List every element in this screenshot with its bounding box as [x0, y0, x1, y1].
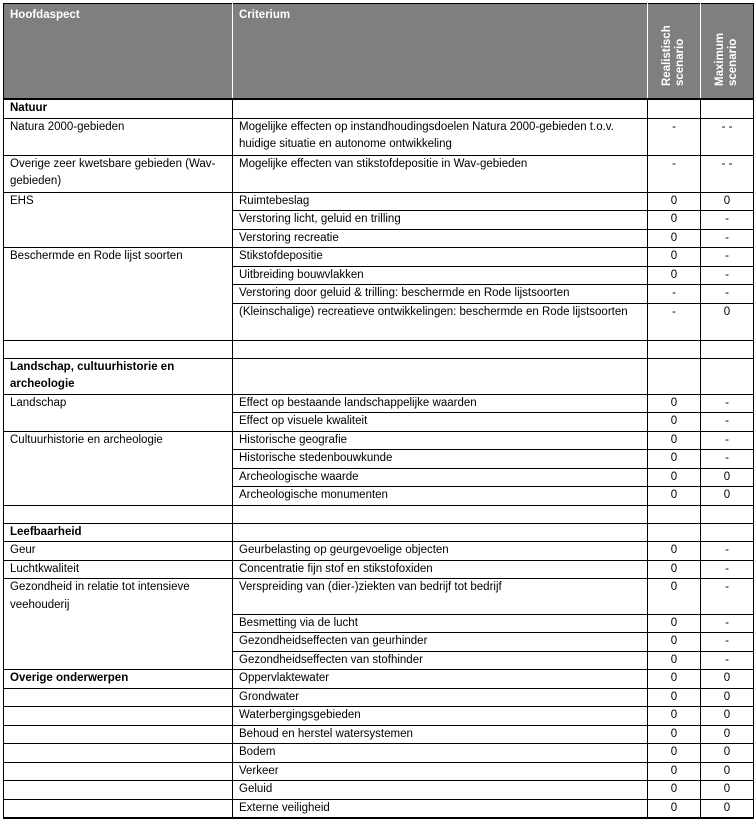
criterium-cell: Stikstofdepositie	[233, 248, 648, 267]
criterium-cell	[233, 523, 648, 542]
hoofdaspect-cell: EHS	[4, 192, 233, 211]
table-body	[4, 99, 754, 818]
maximum-cell: -	[701, 450, 754, 469]
table-row	[4, 614, 754, 633]
table-row	[4, 781, 754, 800]
realistisch-cell	[648, 505, 701, 523]
maximum-cell: -	[701, 542, 754, 561]
realistisch-cell	[648, 523, 701, 542]
table-row	[4, 118, 754, 155]
criterium-cell: Ruimtebeslag	[233, 192, 648, 211]
hoofdaspect-cell: Geur	[4, 542, 233, 561]
criterium-cell: Waterbergingsgebieden	[233, 707, 648, 726]
criterium-cell: Effect op bestaande landschappelijke waarden	[233, 394, 648, 413]
hoofdaspect-cell: Luchtkwaliteit	[4, 560, 233, 579]
hoofdaspect-cell	[4, 211, 233, 230]
realistisch-cell: 0	[648, 192, 701, 211]
realistisch-cell: 0	[648, 266, 701, 285]
realistisch-cell: 0	[648, 799, 701, 818]
hoofdaspect-cell	[4, 781, 233, 800]
realistisch-cell: 0	[648, 781, 701, 800]
realistisch-cell: 0	[648, 707, 701, 726]
criterium-cell: Besmetting via de lucht	[233, 614, 648, 633]
hoofdaspect-cell	[4, 799, 233, 818]
criterium-cell: Historische stedenbouwkunde	[233, 450, 648, 469]
maximum-cell: 0	[701, 487, 754, 506]
hoofdaspect-cell: Natura 2000-gebieden	[4, 118, 233, 155]
table-row	[4, 394, 754, 413]
realistisch-cell: 0	[648, 248, 701, 267]
table-row	[4, 468, 754, 487]
header-criterium: Criterium	[233, 4, 648, 100]
criterium-cell: Geurbelasting op geurgevoelige objecten	[233, 542, 648, 561]
hoofdaspect-cell	[4, 688, 233, 707]
table-row	[4, 450, 754, 469]
table-row	[4, 651, 754, 670]
realistisch-cell: 0	[648, 229, 701, 248]
maximum-cell: 0	[701, 707, 754, 726]
hoofdaspect-cell: Landschap, cultuurhistorie en archeologie	[4, 358, 233, 394]
maximum-cell	[701, 99, 754, 118]
table-row	[4, 248, 754, 267]
criterium-cell	[233, 340, 648, 358]
realistisch-cell: 0	[648, 651, 701, 670]
table-row	[4, 688, 754, 707]
hoofdaspect-cell	[4, 487, 233, 506]
realistisch-cell: 0	[648, 468, 701, 487]
hoofdaspect-cell	[4, 614, 233, 633]
maximum-cell: -	[701, 211, 754, 230]
spacer-row	[4, 340, 754, 358]
criterium-cell: Oppervlaktewater	[233, 670, 648, 689]
realistisch-cell: 0	[648, 762, 701, 781]
realistisch-cell: -	[648, 285, 701, 304]
criterium-cell: Effect op visuele kwaliteit	[233, 413, 648, 432]
criterium-cell: Gezondheidseffecten van geurhinder	[233, 633, 648, 652]
table-row	[4, 266, 754, 285]
realistisch-cell	[648, 340, 701, 358]
hoofdaspect-cell	[4, 505, 233, 523]
criterium-cell: Historische geografie	[233, 431, 648, 450]
criterium-cell: Verstoring recreatie	[233, 229, 648, 248]
realistisch-cell: 0	[648, 487, 701, 506]
hoofdaspect-cell: Overige onderwerpen	[4, 670, 233, 689]
realistisch-cell: 0	[648, 542, 701, 561]
criterium-cell: Archeologische waarde	[233, 468, 648, 487]
hoofdaspect-cell	[4, 266, 233, 285]
criterium-cell: Concentratie fijn stof en stikstofoxiden	[233, 560, 648, 579]
maximum-cell	[701, 358, 754, 394]
realistisch-cell: 0	[648, 431, 701, 450]
realistisch-cell: 0	[648, 744, 701, 763]
criterium-cell: (Kleinschalige) recreatieve ontwikkelingen: beschermde en Rode lijstsoorten	[233, 303, 648, 340]
realistisch-cell: 0	[648, 450, 701, 469]
hoofdaspect-cell	[4, 340, 233, 358]
hoofdaspect-cell	[4, 762, 233, 781]
realistisch-cell: 0	[648, 614, 701, 633]
realistisch-cell: -	[648, 303, 701, 340]
maximum-cell: -	[701, 633, 754, 652]
maximum-cell: 0	[701, 688, 754, 707]
table-row	[4, 725, 754, 744]
hoofdaspect-cell	[4, 303, 233, 340]
hoofdaspect-cell	[4, 707, 233, 726]
realistisch-cell: 0	[648, 579, 701, 615]
maximum-cell: 0	[701, 762, 754, 781]
criterium-cell: Geluid	[233, 781, 648, 800]
criterium-cell: Externe veiligheid	[233, 799, 648, 818]
header-hoofdaspect: Hoofdaspect	[4, 4, 233, 100]
hoofdaspect-cell	[4, 468, 233, 487]
table-row	[4, 431, 754, 450]
realistisch-cell	[648, 99, 701, 118]
criterium-cell	[233, 99, 648, 118]
maximum-cell: -	[701, 285, 754, 304]
maximum-cell: - -	[701, 155, 754, 192]
criterium-cell: Behoud en herstel watersystemen	[233, 725, 648, 744]
hoofdaspect-cell: Landschap	[4, 394, 233, 413]
section-row	[4, 99, 754, 118]
criterium-cell: Uitbreiding bouwvlakken	[233, 266, 648, 285]
header-realistisch-scenario: Realistisch scenario	[648, 4, 701, 100]
table-row	[4, 579, 754, 615]
hoofdaspect-cell: Cultuurhistorie en archeologie	[4, 431, 233, 450]
maximum-cell	[701, 523, 754, 542]
criterium-cell: Grondwater	[233, 688, 648, 707]
criterium-cell	[233, 358, 648, 394]
hoofdaspect-cell	[4, 744, 233, 763]
table-header-row	[4, 4, 754, 100]
maximum-cell: 0	[701, 799, 754, 818]
realistisch-cell: 0	[648, 633, 701, 652]
criterium-cell: Mogelijke effecten op instandhoudingsdoelen Natura 2000-gebieden t.o.v. huidige situatie en autonome ontwikkeling	[233, 118, 648, 155]
hoofdaspect-cell	[4, 725, 233, 744]
maximum-cell: 0	[701, 781, 754, 800]
maximum-cell: 0	[701, 744, 754, 763]
realistisch-cell: -	[648, 118, 701, 155]
criterium-cell: Archeologische monumenten	[233, 487, 648, 506]
hoofdaspect-cell: Leefbaarheid	[4, 523, 233, 542]
maximum-cell: - -	[701, 118, 754, 155]
hoofdaspect-cell: Beschermde en Rode lijst soorten	[4, 248, 233, 267]
table-row	[4, 413, 754, 432]
table-row	[4, 229, 754, 248]
maximum-cell	[701, 505, 754, 523]
table-row	[4, 303, 754, 340]
maximum-cell: -	[701, 579, 754, 615]
effects-table	[3, 3, 754, 819]
criterium-cell: Verstoring door geluid & trilling: beschermde en Rode lijstsoorten	[233, 285, 648, 304]
hoofdaspect-cell	[4, 285, 233, 304]
table-row	[4, 744, 754, 763]
realistisch-cell: 0	[648, 211, 701, 230]
table-row	[4, 560, 754, 579]
hoofdaspect-cell	[4, 229, 233, 248]
section-row	[4, 358, 754, 394]
hoofdaspect-cell	[4, 450, 233, 469]
maximum-cell: -	[701, 560, 754, 579]
realistisch-cell: 0	[648, 688, 701, 707]
maximum-cell: 0	[701, 303, 754, 340]
hoofdaspect-cell: Gezondheid in relatie tot intensieve veehouderij	[4, 579, 233, 615]
maximum-cell: 0	[701, 670, 754, 689]
table-row	[4, 285, 754, 304]
maximum-cell: -	[701, 394, 754, 413]
table-row	[4, 542, 754, 561]
criterium-cell: Gezondheidseffecten van stofhinder	[233, 651, 648, 670]
realistisch-cell	[648, 358, 701, 394]
table-row	[4, 633, 754, 652]
maximum-cell: -	[701, 229, 754, 248]
maximum-cell: 0	[701, 725, 754, 744]
realistisch-cell: 0	[648, 725, 701, 744]
table-row	[4, 487, 754, 506]
table-row	[4, 155, 754, 192]
maximum-cell: 0	[701, 192, 754, 211]
hoofdaspect-cell	[4, 413, 233, 432]
realistisch-cell: -	[648, 155, 701, 192]
realistisch-cell: 0	[648, 670, 701, 689]
criterium-cell: Verspreiding van (dier-)ziekten van bedrijf tot bedrijf	[233, 579, 648, 615]
table-row	[4, 707, 754, 726]
hoofdaspect-cell: Overige zeer kwetsbare gebieden (Wav-gebieden)	[4, 155, 233, 192]
maximum-cell: 0	[701, 468, 754, 487]
criterium-cell: Verstoring licht, geluid en trilling	[233, 211, 648, 230]
section-row	[4, 670, 754, 689]
realistisch-cell: 0	[648, 560, 701, 579]
maximum-cell: -	[701, 413, 754, 432]
table-row	[4, 192, 754, 211]
section-row	[4, 523, 754, 542]
table-row	[4, 762, 754, 781]
maximum-cell: -	[701, 651, 754, 670]
hoofdaspect-cell	[4, 633, 233, 652]
maximum-cell: -	[701, 248, 754, 267]
maximum-cell: -	[701, 431, 754, 450]
maximum-cell	[701, 340, 754, 358]
maximum-cell: -	[701, 266, 754, 285]
header-maximum-scenario: Maximum scenario	[701, 4, 754, 100]
spacer-row	[4, 505, 754, 523]
table-row	[4, 211, 754, 230]
hoofdaspect-cell	[4, 651, 233, 670]
maximum-cell: -	[701, 614, 754, 633]
criterium-cell: Verkeer	[233, 762, 648, 781]
realistisch-cell: 0	[648, 394, 701, 413]
criterium-cell: Mogelijke effecten van stikstofdepositie in Wav-gebieden	[233, 155, 648, 192]
table-row	[4, 799, 754, 818]
criterium-cell	[233, 505, 648, 523]
realistisch-cell: 0	[648, 413, 701, 432]
hoofdaspect-cell: Natuur	[4, 99, 233, 118]
criterium-cell: Bodem	[233, 744, 648, 763]
